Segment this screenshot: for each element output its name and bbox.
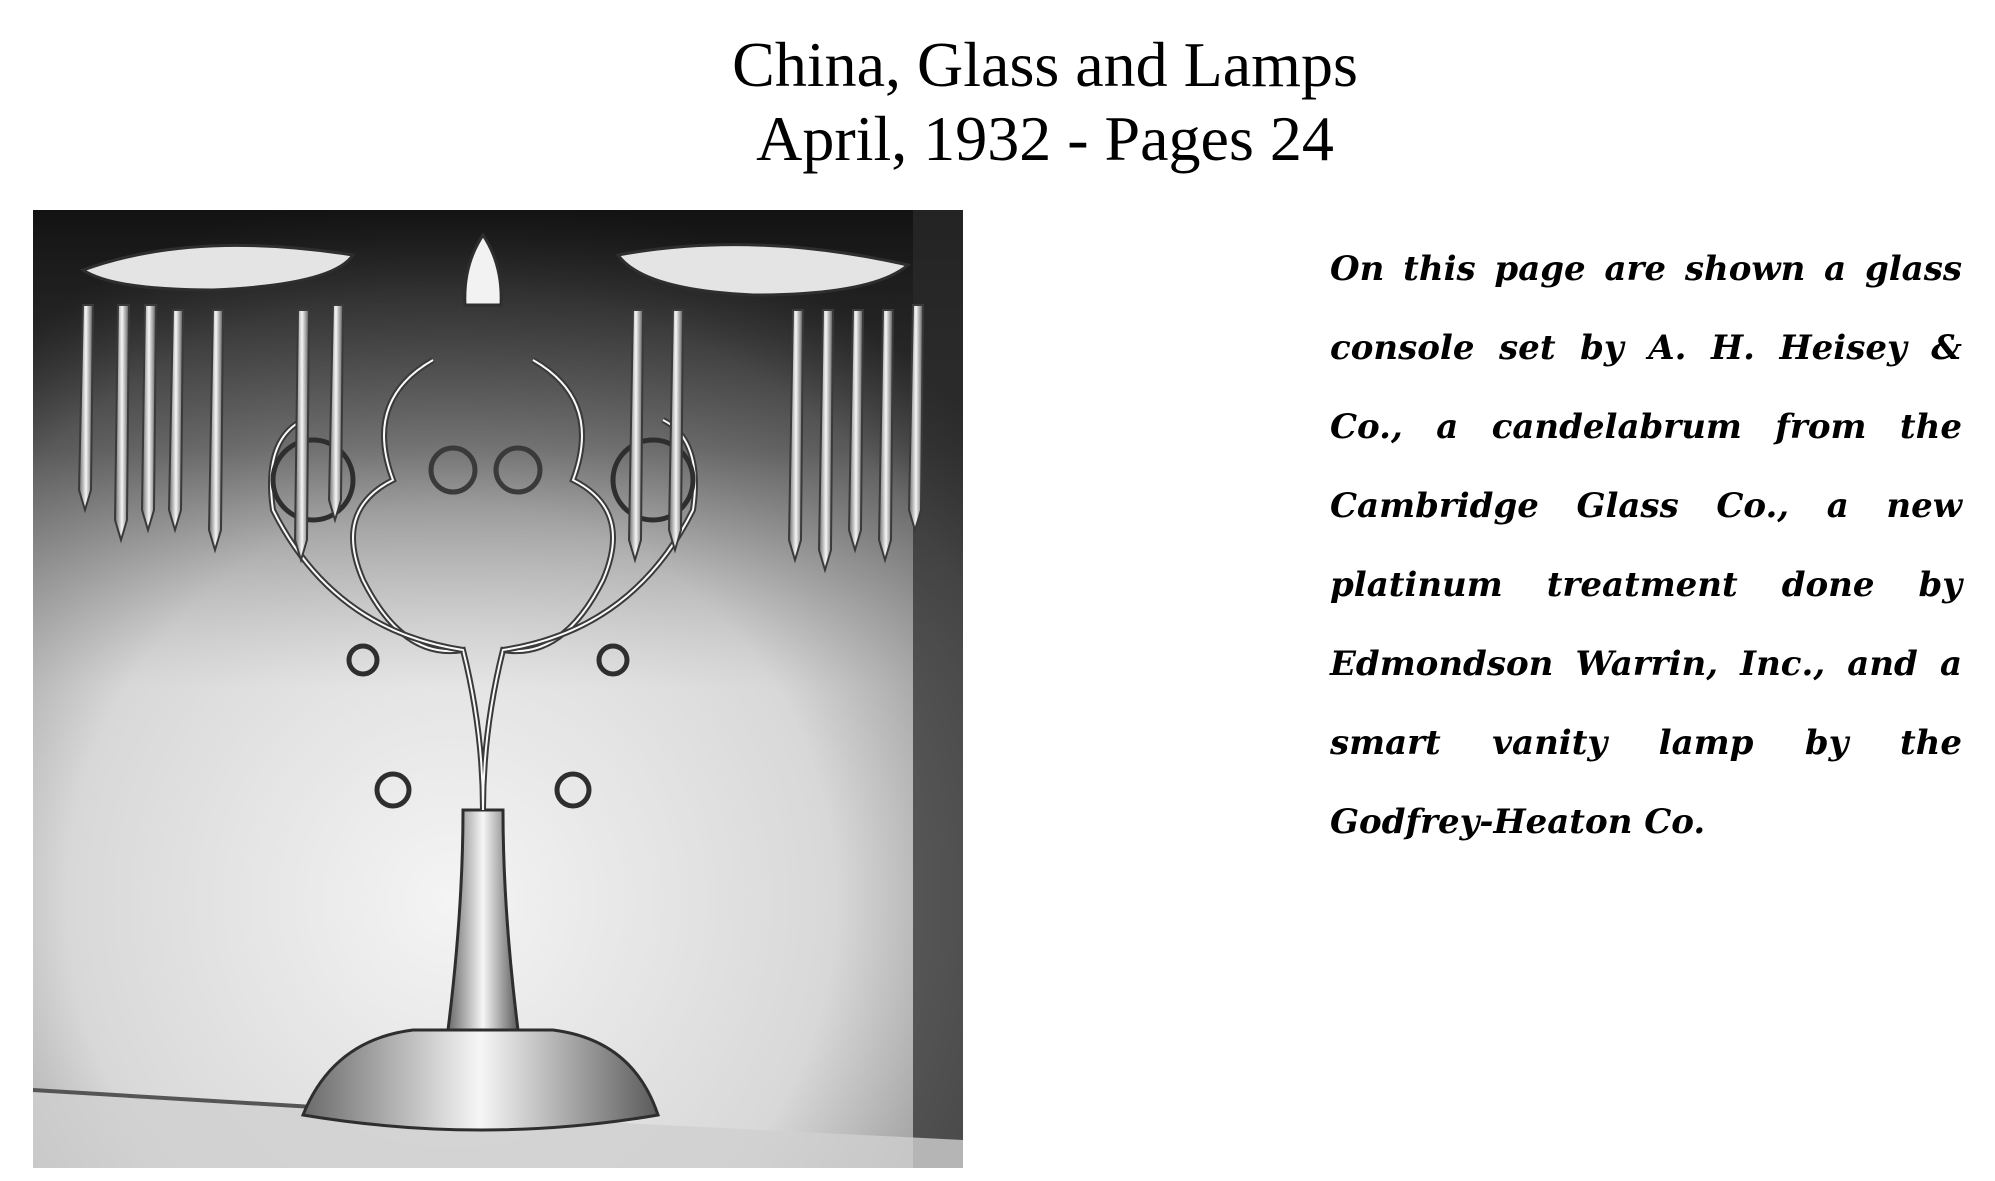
page-header	[0, 28, 1995, 176]
page-title: China, Glass and Lamps	[732, 29, 1358, 100]
candelabrum-photo	[33, 210, 963, 1168]
page-subtitle: April, 1932 - Pages 24	[756, 103, 1334, 174]
article-caption: On this page are shown a glass console set by A. H. Heisey & Co., a candelabrum from the Cambridge Glass Co., a new platinum treatment done by Edmondson Warrin, Inc., and a smart vanity lamp by the Godfrey-Heaton Co.	[1330, 249, 1962, 842]
